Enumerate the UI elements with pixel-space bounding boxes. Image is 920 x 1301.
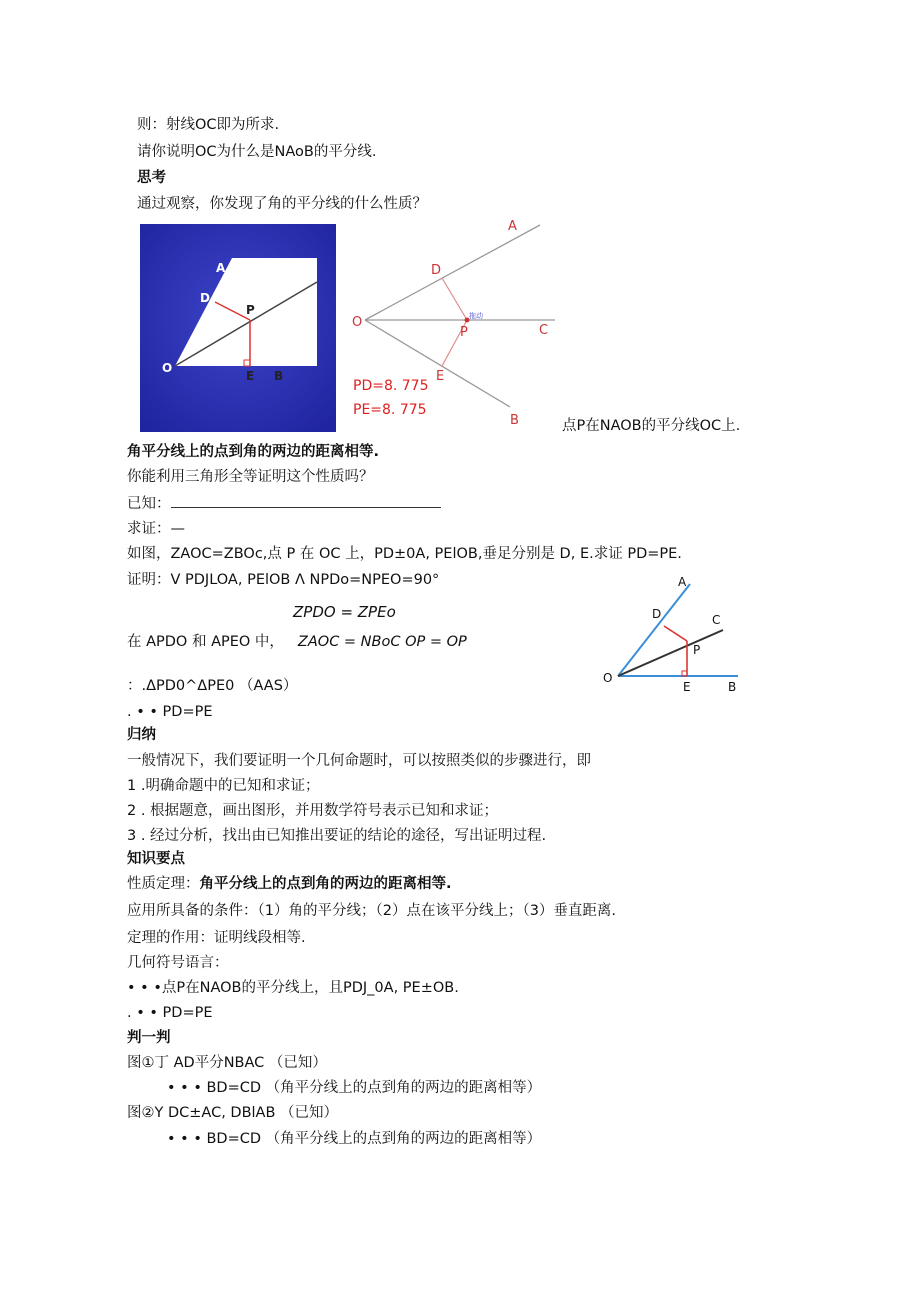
summary-step-2: 2 . 根据题意，画出图形，并用数学符号表示已知和求证； [127,803,499,819]
segment-pd [442,278,467,320]
proof-step-2 [127,632,467,652]
symbol-line-2: . • • PD=PE [127,1005,213,1021]
judge-figure-2: 图②Y DC±AC, DBlAB （已知） [127,1105,339,1121]
label-o: O [603,671,613,685]
label-e: E [436,369,445,384]
proof-equation-center: ZPDO = ZPEo [293,603,396,621]
summary-step-1: 1 .明确命题中的已知和求证； [127,778,320,794]
judge-figure-2-result: • • • BD=CD （角平分线上的点到角的两边的距离相等） [167,1131,542,1147]
figure-middle [345,210,560,435]
label-e: E [683,680,691,694]
label-p: P [246,303,255,317]
drag-label: 拖动 [469,312,483,320]
known-blank [171,495,441,508]
property-statement: 角平分线上的点到角的两边的距离相等. [127,444,380,460]
theorem-use: 定理的作用：证明线段相等. [127,930,306,946]
ray-oa [365,225,540,320]
known-line [127,494,441,514]
pe-measure: PE=8. 775 [353,402,427,418]
section-heading-summary: 归纳 [127,727,156,743]
proof-step-2-equation: ZAOC = NBoC OP = OP [297,634,467,650]
known-label: 已知： [127,496,171,512]
label-o: O [162,361,173,375]
theorem-label: 性质定理： [127,876,200,892]
intro-line-1: 则：射线OC即为所求. [137,117,280,133]
figure-right [598,572,748,697]
ray-oa [618,584,690,676]
problem-setup: 如图，ZAOC=ZBOc,点 P 在 OC 上，PD±0A, PElOB,垂足分别是 D, E.求证 PD=PE. [127,546,682,562]
label-b: B [510,413,519,428]
symbol-line-1: • • •点P在NAOB的平分线上，且PDJ_0A, PE±OB. [127,980,459,996]
judge-figure-1-result: • • • BD=CD （角平分线上的点到角的两边的距离相等） [167,1080,542,1096]
figure-left [140,224,336,432]
ray-oc [618,630,723,676]
label-c: C [712,613,721,627]
summary-step-3: 3 . 经过分析，找出由已知推出要证的结论的途径，写出证明过程. [127,828,547,844]
prove-label: 求证：— [127,521,185,537]
label-e: E [246,369,255,383]
property-question: 你能利用三角形全等证明这个性质吗？ [127,469,374,485]
label-b: B [728,680,737,694]
label-o: O [352,315,363,330]
proof-step-1: 证明：V PDJLOA, PElOB Λ NPDo=NPEO=90° [127,572,440,588]
pd-measure: PD=8. 775 [353,378,429,394]
intro-line-2: 请你说明OC为什么是NAoB的平分线. [137,144,377,160]
proof-step-3: ：.ΔPD0^ΔPE0 （AAS） [127,678,298,694]
section-heading-think: 思考 [137,170,166,186]
label-d: D [431,263,442,278]
summary-intro: 一般情况下，我们要证明一个几何命题时，可以按照类似的步骤进行，即 [127,753,591,769]
section-heading-knowledge: 知识要点 [127,851,185,867]
theorem-text: 角平分线上的点到角的两边的距离相等. [199,876,452,892]
label-d: D [652,607,662,621]
label-p: P [693,643,701,657]
proof-step-2-prefix: 在 APDO 和 APEO 中， [127,634,284,650]
label-d: D [200,291,210,305]
label-a: A [216,261,226,275]
label-b: B [274,369,284,383]
judge-figure-1: 图①丁 AD平分NBAC （已知） [127,1055,327,1071]
label-c: C [539,323,549,338]
figure-caption: 点P在NAOB的平分线OC上. [562,418,741,434]
label-a: A [678,575,687,589]
symbol-language-label: 几何符号语言： [127,955,229,971]
theorem-conditions: 应用所具备的条件：（1）角的平分线；（2）点在该平分线上；（3）垂直距离. [127,903,617,919]
theorem-line [127,874,452,894]
section-heading-judge: 判一判 [127,1030,171,1046]
proof-step-4: . • • PD=PE [127,704,213,720]
label-a: A [508,219,517,234]
segment-pd [664,626,687,641]
think-question: 通过观察，你发现了角的平分线的什么性质？ [137,196,427,212]
label-p: P [460,325,468,340]
